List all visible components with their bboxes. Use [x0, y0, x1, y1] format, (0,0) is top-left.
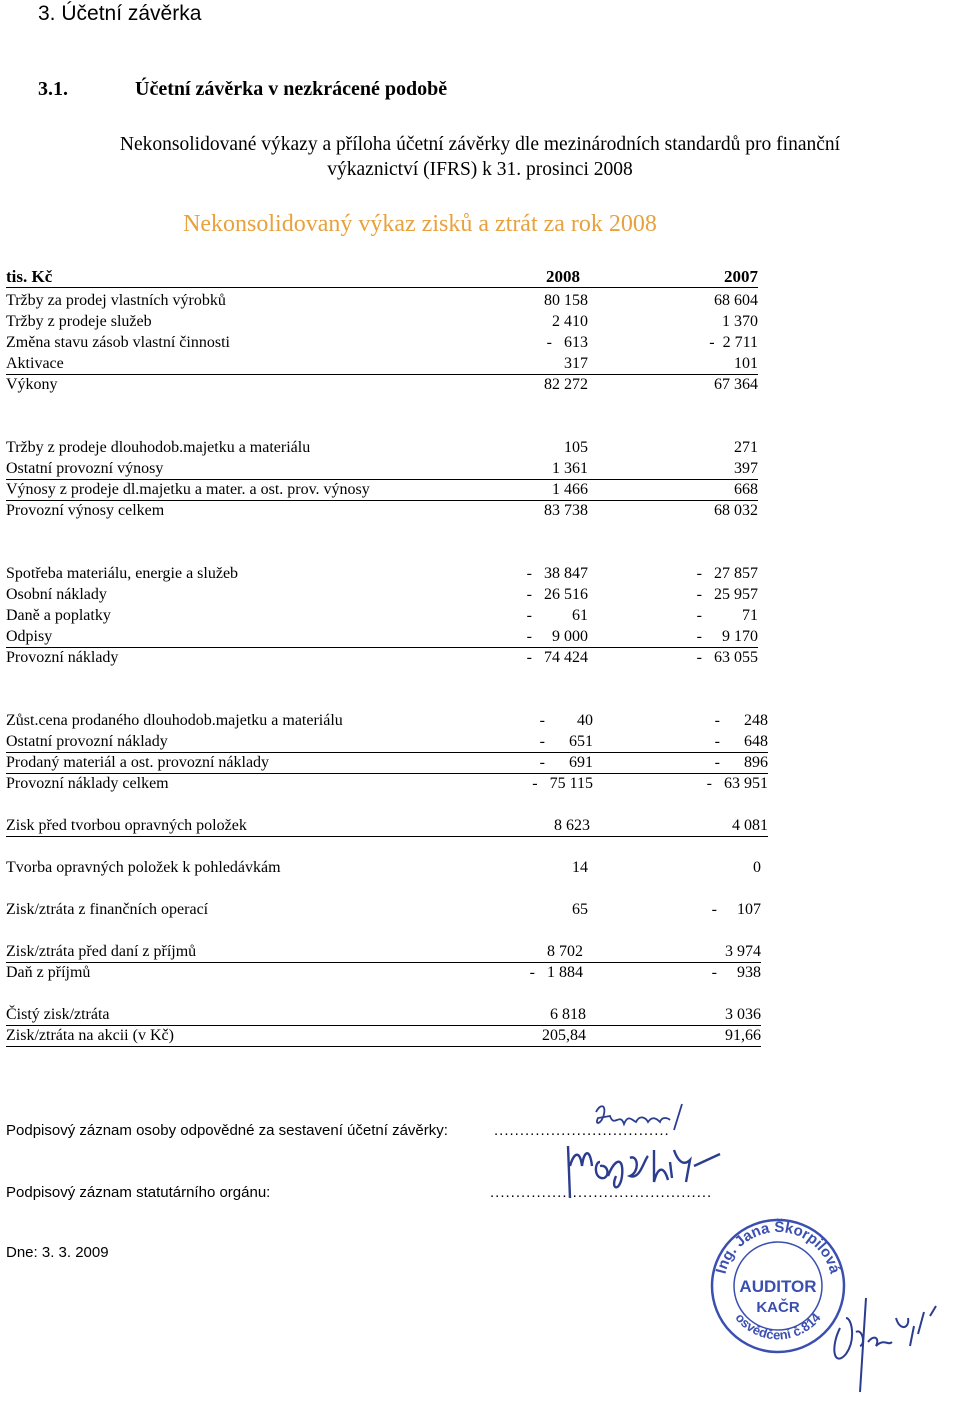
row-label: Provozní náklady celkem [6, 775, 169, 792]
table-row [6, 710, 768, 731]
table-row [6, 731, 768, 753]
value-2007: - 896 [714, 754, 768, 771]
table-header [6, 266, 758, 288]
value-2007: - 63 951 [706, 775, 768, 792]
value-2007: - 648 [714, 733, 768, 750]
value-2007: - 63 055 [696, 649, 758, 666]
value-2007: - 9 170 [696, 628, 758, 645]
value-2008: - 613 [546, 334, 588, 351]
row-label: Tržby z prodeje dlouhodob.majetku a materiálu [6, 439, 311, 456]
value-2008: 2 410 [552, 313, 588, 330]
row-label: Prodaný materiál a ost. provozní náklady [6, 754, 270, 771]
table-row [6, 374, 758, 395]
subsection-number: 3.1. [38, 78, 68, 100]
table-row [6, 962, 761, 983]
row-label: Ostatní provozní výnosy [6, 460, 164, 477]
value-2007: - 2 711 [709, 334, 758, 351]
value-2008: 83 738 [544, 502, 588, 519]
table-row [6, 311, 758, 332]
value-2007: - 107 [711, 901, 761, 918]
section-heading: 3. Účetní závěrka [38, 2, 202, 25]
value-2008: 1 361 [552, 460, 588, 477]
row-label: Spotřeba materiálu, energie a služeb [6, 565, 239, 582]
table-row [6, 458, 758, 480]
value-2007: 3 036 [725, 1006, 761, 1023]
value-2008: 65 [572, 901, 588, 918]
stamp-cert: osvědčení č.814 [732, 1310, 824, 1343]
value-2008: - 691 [539, 754, 593, 771]
value-2007: - 938 [711, 964, 761, 981]
value-2008: - 38 847 [526, 565, 588, 582]
value-2008: - 651 [539, 733, 593, 750]
year-2008-header: 2008 [546, 267, 580, 286]
table-row [6, 773, 768, 794]
value-2007: 3 974 [725, 943, 761, 960]
value-2008: 82 272 [544, 376, 588, 393]
value-2008: 205,84 [542, 1027, 586, 1044]
value-2007: 101 [734, 355, 758, 372]
stamp-name: Ing. Jana Škorpilová [712, 1218, 844, 1276]
value-2008: 317 [564, 355, 588, 372]
value-2008: 8 623 [554, 817, 590, 834]
table-row [6, 1025, 761, 1047]
value-2007: 68 032 [714, 502, 758, 519]
value-2008: 105 [564, 439, 588, 456]
table-row [6, 752, 768, 774]
row-label: Výkony [6, 376, 58, 393]
row-label: Výnosy z prodeje dl.majetku a mater. a ost. prov. výnosy [6, 481, 370, 498]
value-2007: 4 081 [732, 817, 768, 834]
subsection-heading: Účetní závěrka v nezkrácené podobě [135, 78, 448, 100]
value-2007: - 25 957 [696, 586, 758, 603]
row-label: Odpisy [6, 628, 53, 645]
value-2007: 397 [734, 460, 758, 477]
row-label: Zisk před tvorbou opravných položek [6, 817, 247, 834]
table-row [6, 584, 758, 605]
row-label: Ostatní provozní náklady [6, 733, 168, 750]
value-2008: - 26 516 [526, 586, 588, 603]
value-2008: - 9 000 [526, 628, 588, 645]
signature-line-statutory: ........................................... [490, 1184, 713, 1201]
value-2007: - 248 [714, 712, 768, 729]
row-label: Provozní náklady [6, 649, 119, 666]
row-label: Čistý zisk/ztráta [6, 1006, 110, 1023]
value-2008: - 1 884 [529, 964, 583, 981]
row-label: Změna stavu zásob vlastní činnosti [6, 334, 230, 351]
table-row [6, 626, 758, 648]
intro-line-1: Nekonsolidované výkazy a příloha účetní závěrky dle mezinárodních standardů pro finanční [119, 134, 841, 155]
row-label: Daně a poplatky [6, 607, 111, 624]
row-label: Aktivace [6, 355, 64, 372]
value-2007: - 27 857 [696, 565, 758, 582]
signature-statutory-image [560, 1136, 730, 1218]
table-row [6, 857, 761, 878]
value-2008: - 75 115 [532, 775, 593, 792]
row-label: Daň z příjmů [6, 964, 91, 981]
value-2008: 80 158 [544, 292, 588, 309]
value-2008: 8 702 [547, 943, 583, 960]
auditor-signature-image [826, 1288, 956, 1396]
value-2008: 1 466 [552, 481, 588, 498]
table-row [6, 647, 758, 668]
row-label: Tvorba opravných položek k pohledávkám [6, 859, 281, 876]
table-row [6, 815, 768, 837]
table-row [6, 332, 758, 353]
value-2008: 14 [572, 859, 588, 876]
row-label: Provozní výnosy celkem [6, 502, 165, 519]
row-label: Tržby z prodeje služeb [6, 313, 152, 330]
value-2007: 68 604 [714, 292, 758, 309]
table-row [6, 605, 758, 626]
table-row [6, 500, 758, 521]
table-row [6, 899, 761, 920]
row-label: Zisk/ztráta z finančních operací [6, 901, 209, 918]
value-2007: - 71 [696, 607, 758, 624]
statement-title: Nekonsolidovaný výkaz zisků a ztrát za rok 2008 [183, 211, 657, 237]
table-row [6, 290, 758, 311]
value-2008: - 74 424 [526, 649, 588, 666]
row-label: Tržby za prodej vlastních výrobků [6, 292, 226, 309]
table-row [6, 353, 758, 375]
table-row [6, 1004, 761, 1026]
table-row [6, 437, 758, 458]
stamp-role: AUDITOR [739, 1277, 817, 1296]
value-2007: 668 [734, 481, 758, 498]
value-2007: 0 [753, 859, 761, 876]
value-2008: - 40 [539, 712, 593, 729]
row-label: Zisk/ztráta před daní z příjmů [6, 943, 197, 960]
value-2008: 6 818 [550, 1006, 586, 1023]
value-2007: 91,66 [725, 1027, 761, 1044]
signature-label-statutory: Podpisový záznam statutárního orgánu: [6, 1184, 271, 1201]
table-row [6, 563, 758, 584]
date-label: Dne: 3. 3. 2009 [6, 1244, 109, 1261]
year-2007-header: 2007 [724, 267, 758, 286]
intro-line-2: výkaznictví (IFRS) k 31. prosinci 2008 [327, 159, 633, 180]
table-row [6, 479, 758, 501]
value-2007: 1 370 [722, 313, 758, 330]
row-label: Osobní náklady [6, 586, 107, 603]
value-2007: 271 [734, 439, 758, 456]
row-label: Zůst.cena prodaného dlouhodob.majetku a materiálu [6, 712, 343, 729]
unit-label: tis. Kč [6, 267, 53, 286]
signature-label-preparer: Podpisový záznam osoby odpovědné za sestavení účetní závěrky: [6, 1122, 448, 1139]
intro-text [0, 132, 960, 182]
signature-preparer-image [590, 1100, 700, 1140]
stamp-city: KAČR [756, 1299, 800, 1316]
row-label: Zisk/ztráta na akcii (v Kč) [6, 1027, 174, 1044]
value-2008: - 61 [526, 607, 588, 624]
value-2007: 67 364 [714, 376, 758, 393]
signature-line-preparer: .................................. [494, 1122, 670, 1139]
table-row [6, 941, 761, 963]
